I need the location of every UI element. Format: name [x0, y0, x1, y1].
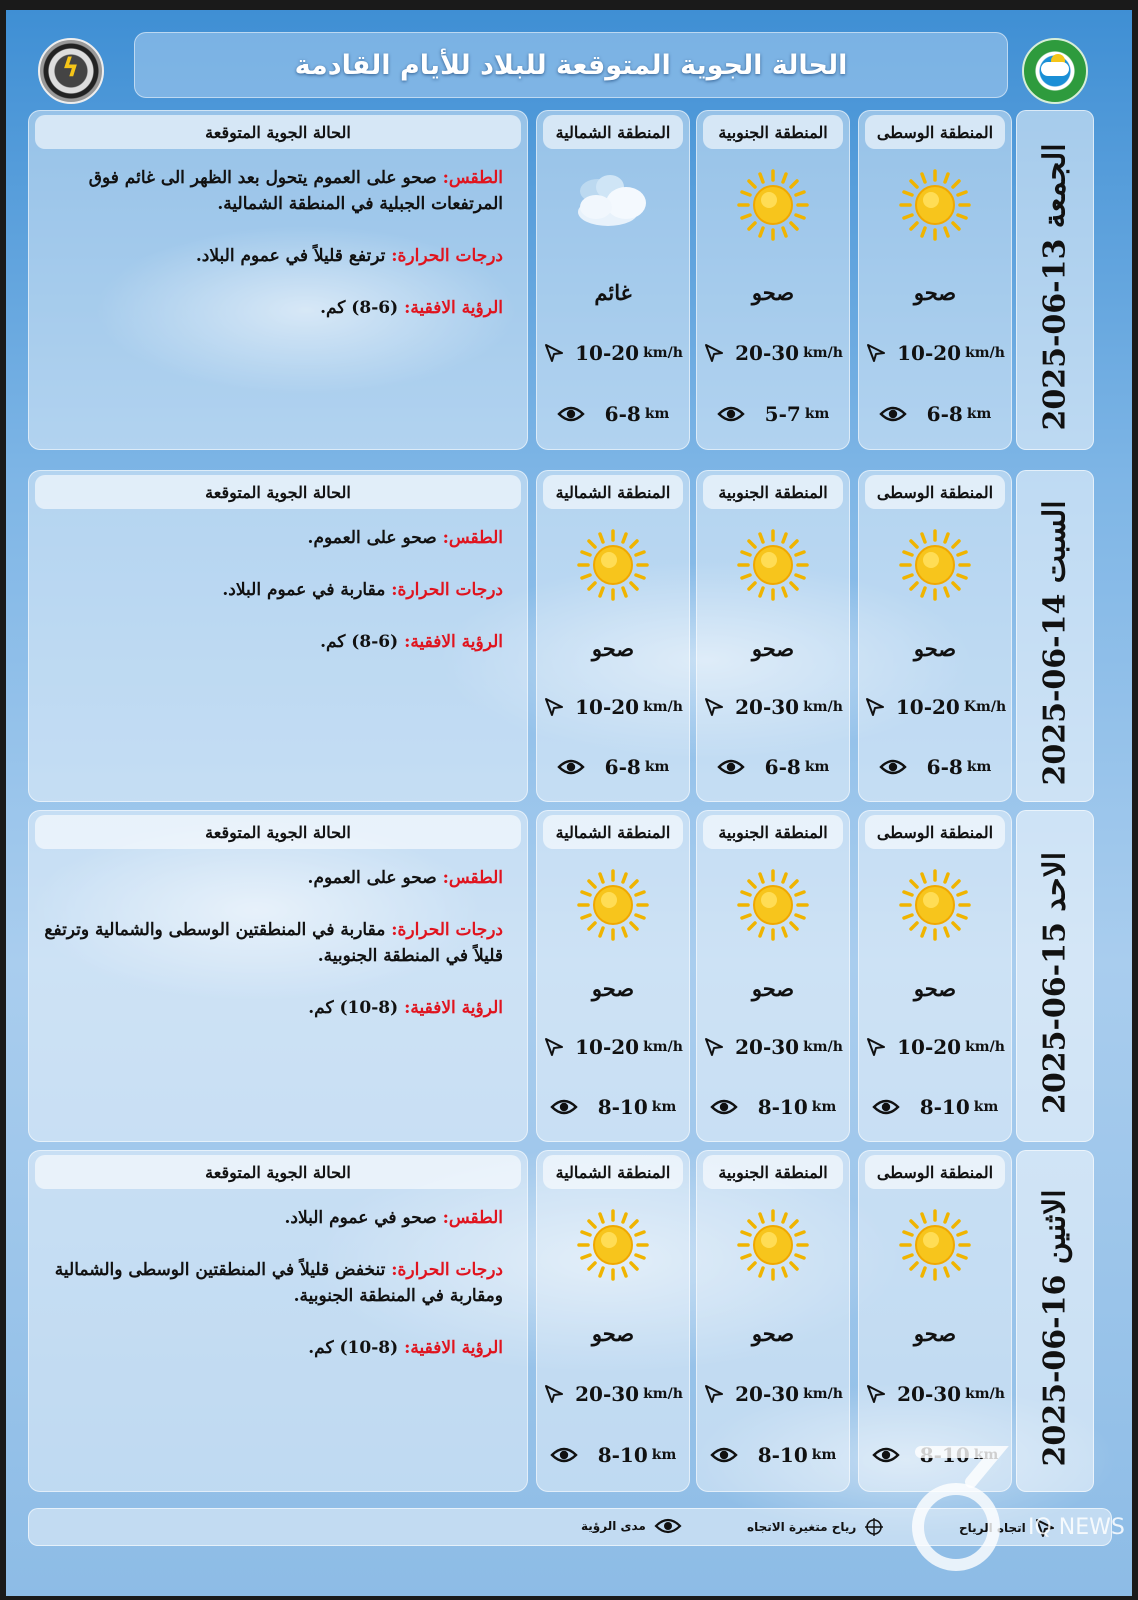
temperature-line	[43, 577, 503, 603]
day-row	[6, 470, 1132, 800]
visibility-line	[43, 295, 503, 321]
wind-speed	[859, 1035, 1011, 1059]
wind-value: 20-30	[897, 1382, 962, 1407]
page-title: الحالة الجوية المتوقعة للبلاد للأيام القادمة	[294, 49, 848, 81]
day-name: الاحد	[1037, 851, 1073, 912]
wind-unit: km/h	[643, 1039, 683, 1056]
temperature-line	[43, 917, 503, 969]
forecast-text-heading: الحالة الجوية المتوقعة	[35, 1155, 521, 1189]
eye-icon	[717, 758, 745, 776]
eye-icon	[710, 1098, 738, 1116]
date-column	[1016, 810, 1094, 1142]
visibility-range	[537, 1095, 689, 1119]
region-panel-southern	[696, 1150, 850, 1492]
weather-line-label: الطقس:	[442, 528, 503, 548]
weather-line-label: الطقس:	[442, 868, 503, 888]
visibility-value: 8-10	[597, 1443, 648, 1468]
temperature-line-value: مقاربة في المنطقتين الوسطى والشمالية وترتفع قليلاً في المنطقة الجنوبية.	[44, 920, 503, 966]
forecast-poster	[6, 10, 1132, 1596]
eye-icon	[557, 405, 585, 423]
wind-arrow-icon	[865, 1383, 887, 1405]
sun-icon	[897, 1207, 973, 1283]
wind-value: 20-30	[735, 1382, 800, 1407]
wind-unit: km/h	[803, 1386, 843, 1403]
temperature-line-label: درجات الحرارة:	[391, 1260, 503, 1280]
visibility-line-value: (8-10) كم.	[308, 998, 399, 1018]
region-panel-northern	[536, 1150, 690, 1492]
visibility-unit: km	[966, 758, 992, 775]
visibility-unit: km	[644, 758, 670, 775]
wind-unit: km/h	[965, 1039, 1005, 1056]
region-panel-northern	[536, 810, 690, 1142]
wind-unit: km/h	[643, 699, 683, 716]
wind-speed	[537, 1382, 689, 1406]
sun-icon	[897, 527, 973, 603]
region-title: المنطقة الوسطى	[865, 815, 1005, 849]
wind-unit: km/h	[643, 344, 683, 361]
region-panel-northern	[536, 470, 690, 802]
visibility-value: 6-8	[926, 754, 963, 779]
day-row	[6, 810, 1132, 1140]
visibility-range	[537, 755, 689, 779]
condition-text: صحو	[913, 976, 957, 1001]
weather-line	[43, 165, 503, 217]
region-title: المنطقة الوسطى	[865, 115, 1005, 149]
temperature-line-value: ترتفع قليلاً في عموم البلاد.	[195, 246, 386, 266]
wind-value: 10-20	[575, 340, 640, 365]
wind-speed	[697, 1035, 849, 1059]
wind-value: 10-20	[575, 1035, 640, 1060]
eye-icon	[550, 1098, 578, 1116]
condition-text: صحو	[591, 636, 635, 661]
weather-line-label: الطقس:	[442, 1208, 503, 1228]
date-value: 2025-06-15	[1037, 922, 1073, 1115]
wind-arrow-icon	[543, 342, 565, 364]
eye-icon	[550, 1446, 578, 1464]
region-title: المنطقة الجنوبية	[703, 475, 843, 509]
meteorology-authority-logo	[1022, 38, 1088, 104]
visibility-unit: km	[651, 1447, 677, 1464]
region-panel-northern	[536, 110, 690, 450]
weather-line	[43, 1205, 503, 1231]
visibility-range	[859, 402, 1011, 426]
visibility-range	[697, 402, 849, 426]
visibility-line-label: الرؤية الافقية:	[404, 632, 503, 652]
eye-icon	[872, 1446, 900, 1464]
date-column	[1016, 470, 1094, 802]
forecast-text-panel	[28, 470, 528, 802]
wind-unit: km/h	[643, 1386, 683, 1403]
wind-arrow-icon	[543, 1036, 565, 1058]
date-label	[1038, 1175, 1073, 1466]
wind-unit: km/h	[803, 344, 843, 361]
wind-arrow-icon	[865, 342, 887, 364]
date-column	[1016, 1150, 1094, 1492]
weather-line-value: صحو على العموم.	[307, 528, 437, 548]
wind-arrow-icon	[864, 696, 886, 718]
sun-icon	[897, 167, 973, 243]
temperature-line-value: تنخفض قليلاً في المنطقتين الوسطى والشمالية ومقاربة في المنطقة الجنوبية.	[54, 1260, 503, 1306]
wind-arrow-icon	[703, 1383, 725, 1405]
visibility-value: 5-7	[764, 401, 801, 426]
wind-value: 10-20	[897, 340, 962, 365]
eye-icon	[717, 405, 745, 423]
visibility-unit: km	[811, 1447, 837, 1464]
wind-speed	[859, 341, 1011, 365]
wind-speed	[697, 1382, 849, 1406]
weather-line-label: الطقس:	[442, 168, 503, 188]
visibility-value: 6-8	[604, 401, 641, 426]
temperature-line-label: درجات الحرارة:	[391, 920, 503, 940]
date-column	[1016, 110, 1094, 450]
cloud-icon	[568, 167, 658, 243]
legend-visibility	[581, 1517, 682, 1535]
forecast-text	[43, 165, 503, 347]
wind-unit: km/h	[965, 1386, 1005, 1403]
legend-visibility-label: مدى الرؤية	[581, 1519, 646, 1533]
temperature-line	[43, 1257, 503, 1309]
wind-speed	[859, 695, 1011, 719]
wind-arrow-icon	[865, 1036, 887, 1058]
visibility-range	[537, 1443, 689, 1467]
visibility-unit: km	[644, 405, 670, 422]
day-name: السبت	[1037, 500, 1073, 584]
legend-variable-wind	[747, 1517, 884, 1537]
weather-forecast-logo: ϟ	[38, 38, 104, 104]
region-title: المنطقة الشمالية	[543, 815, 683, 849]
wind-arrow-icon	[703, 1036, 725, 1058]
visibility-line-value: (6-8) كم.	[320, 632, 399, 652]
condition-text: غائم	[594, 280, 632, 305]
wind-value: 20-30	[575, 1382, 640, 1407]
sun-icon	[897, 867, 973, 943]
wind-arrow-icon	[543, 696, 565, 718]
sun-icon	[575, 527, 651, 603]
visibility-unit: km	[973, 1447, 999, 1464]
eye-icon	[879, 758, 907, 776]
sun-icon	[575, 1207, 651, 1283]
forecast-text	[43, 525, 503, 681]
wind-arrow-icon	[703, 696, 725, 718]
eye-icon	[557, 758, 585, 776]
region-panel-central	[858, 1150, 1012, 1492]
wind-speed	[537, 1035, 689, 1059]
condition-text: صحو	[751, 280, 795, 305]
weather-line-value: صحو على العموم.	[307, 868, 437, 888]
forecast-text-panel	[28, 110, 528, 450]
weather-line-value: صحو في عموم البلاد.	[284, 1208, 437, 1228]
day-row	[6, 1150, 1132, 1490]
iq-news-watermark-icon	[901, 1442, 1021, 1582]
wind-arrow-icon	[703, 342, 725, 364]
eye-icon	[872, 1098, 900, 1116]
visibility-line-value: (6-8) كم.	[320, 298, 399, 318]
temperature-line	[43, 243, 503, 269]
region-title: المنطقة الجنوبية	[703, 1155, 843, 1189]
region-panel-central	[858, 110, 1012, 450]
wind-value: 20-30	[735, 340, 800, 365]
visibility-unit: km	[804, 405, 830, 422]
temperature-line-label: درجات الحرارة:	[391, 580, 503, 600]
forecast-text-heading: الحالة الجوية المتوقعة	[35, 815, 521, 849]
sun-icon	[735, 867, 811, 943]
visibility-value: 8-10	[757, 1443, 808, 1468]
condition-text: صحو	[751, 1321, 795, 1346]
visibility-line	[43, 1335, 503, 1361]
visibility-range	[537, 402, 689, 426]
wind-unit: km/h	[965, 344, 1005, 361]
condition-text: صحو	[591, 976, 635, 1001]
wind-speed	[697, 695, 849, 719]
condition-text: صحو	[913, 280, 957, 305]
visibility-range	[697, 1095, 849, 1119]
day-row	[6, 110, 1132, 448]
wind-value: 10-20	[575, 695, 640, 720]
compass-icon	[864, 1517, 884, 1537]
visibility-range	[697, 1443, 849, 1467]
weather-line-value: صحو على العموم يتحول بعد الظهر الى غائم فوق المرتفعات الجبلية في المنطقة الشمالية.	[88, 168, 503, 214]
visibility-unit: km	[966, 405, 992, 422]
visibility-unit: km	[651, 1098, 677, 1115]
region-title: المنطقة الجنوبية	[703, 115, 843, 149]
date-label	[1038, 129, 1073, 430]
forecast-text-panel	[28, 1150, 528, 1492]
visibility-value: 8-10	[919, 1443, 970, 1468]
page-header	[134, 32, 1008, 98]
wind-value: 10-20	[897, 1035, 962, 1060]
forecast-text-panel	[28, 810, 528, 1142]
visibility-line	[43, 629, 503, 655]
wind-unit: km/h	[803, 699, 843, 716]
visibility-value: 8-10	[919, 1094, 970, 1119]
date-value: 2025-06-16	[1037, 1274, 1073, 1467]
visibility-value: 8-10	[597, 1094, 648, 1119]
wind-speed	[859, 1382, 1011, 1406]
region-panel-central	[858, 810, 1012, 1142]
forecast-text	[43, 865, 503, 1047]
condition-text: صحو	[751, 976, 795, 1001]
condition-text: صحو	[751, 636, 795, 661]
visibility-line	[43, 995, 503, 1021]
watermark-text: IQ NEWS	[1028, 1515, 1125, 1540]
condition-text: صحو	[591, 1321, 635, 1346]
eye-icon	[654, 1517, 682, 1535]
condition-text: صحو	[913, 1321, 957, 1346]
visibility-value: 6-8	[604, 754, 641, 779]
day-name: الجمعة	[1037, 143, 1073, 229]
wind-value: 20-30	[735, 1035, 800, 1060]
wind-arrow-icon	[543, 1383, 565, 1405]
date-label	[1038, 838, 1073, 1114]
visibility-unit: km	[973, 1098, 999, 1115]
condition-text: صحو	[913, 636, 957, 661]
date-value: 2025-06-14	[1037, 593, 1073, 786]
weather-line	[43, 525, 503, 551]
visibility-range	[697, 755, 849, 779]
forecast-text-heading: الحالة الجوية المتوقعة	[35, 115, 521, 149]
legend-wind-direction-label: اتجاه الرياح	[959, 1521, 1026, 1535]
wind-value: 20-30	[735, 695, 800, 720]
visibility-value: 8-10	[757, 1094, 808, 1119]
visibility-range	[859, 1095, 1011, 1119]
visibility-line-label: الرؤية الافقية:	[404, 298, 503, 318]
weather-line	[43, 865, 503, 891]
visibility-line-label: الرؤية الافقية:	[404, 1338, 503, 1358]
region-panel-southern	[696, 110, 850, 450]
region-panel-southern	[696, 470, 850, 802]
region-title: المنطقة الجنوبية	[703, 815, 843, 849]
region-title: المنطقة الشمالية	[543, 475, 683, 509]
wind-value: 10-20	[895, 695, 960, 720]
region-title: المنطقة الشمالية	[543, 1155, 683, 1189]
visibility-unit: km	[804, 758, 830, 775]
day-name: الاثنين	[1037, 1189, 1073, 1265]
sun-icon	[735, 167, 811, 243]
region-title: المنطقة الوسطى	[865, 1155, 1005, 1189]
eye-icon	[879, 405, 907, 423]
visibility-range	[859, 755, 1011, 779]
region-title: المنطقة الشمالية	[543, 115, 683, 149]
wind-speed	[537, 695, 689, 719]
forecast-text-heading: الحالة الجوية المتوقعة	[35, 475, 521, 509]
wind-unit: Km/h	[963, 699, 1007, 716]
region-panel-southern	[696, 810, 850, 1142]
temperature-line-label: درجات الحرارة:	[391, 246, 503, 266]
region-title: المنطقة الوسطى	[865, 475, 1005, 509]
sun-icon	[575, 867, 651, 943]
legend-variable-wind-label: رياح متغيرة الاتجاه	[747, 1520, 857, 1534]
visibility-line-value: (8-10) كم.	[308, 1338, 399, 1358]
region-panel-central	[858, 470, 1012, 802]
visibility-value: 6-8	[764, 754, 801, 779]
forecast-text	[43, 1205, 503, 1387]
visibility-unit: km	[811, 1098, 837, 1115]
visibility-line-label: الرؤية الافقية:	[404, 998, 503, 1018]
date-label	[1038, 486, 1073, 785]
date-value: 2025-06-13	[1037, 238, 1073, 431]
temperature-line-value: مقاربة في عموم البلاد.	[222, 580, 386, 600]
wind-unit: km/h	[803, 1039, 843, 1056]
sun-icon	[735, 527, 811, 603]
wind-speed	[537, 341, 689, 365]
eye-icon	[710, 1446, 738, 1464]
visibility-value: 6-8	[926, 401, 963, 426]
wind-speed	[697, 341, 849, 365]
sun-icon	[735, 1207, 811, 1283]
